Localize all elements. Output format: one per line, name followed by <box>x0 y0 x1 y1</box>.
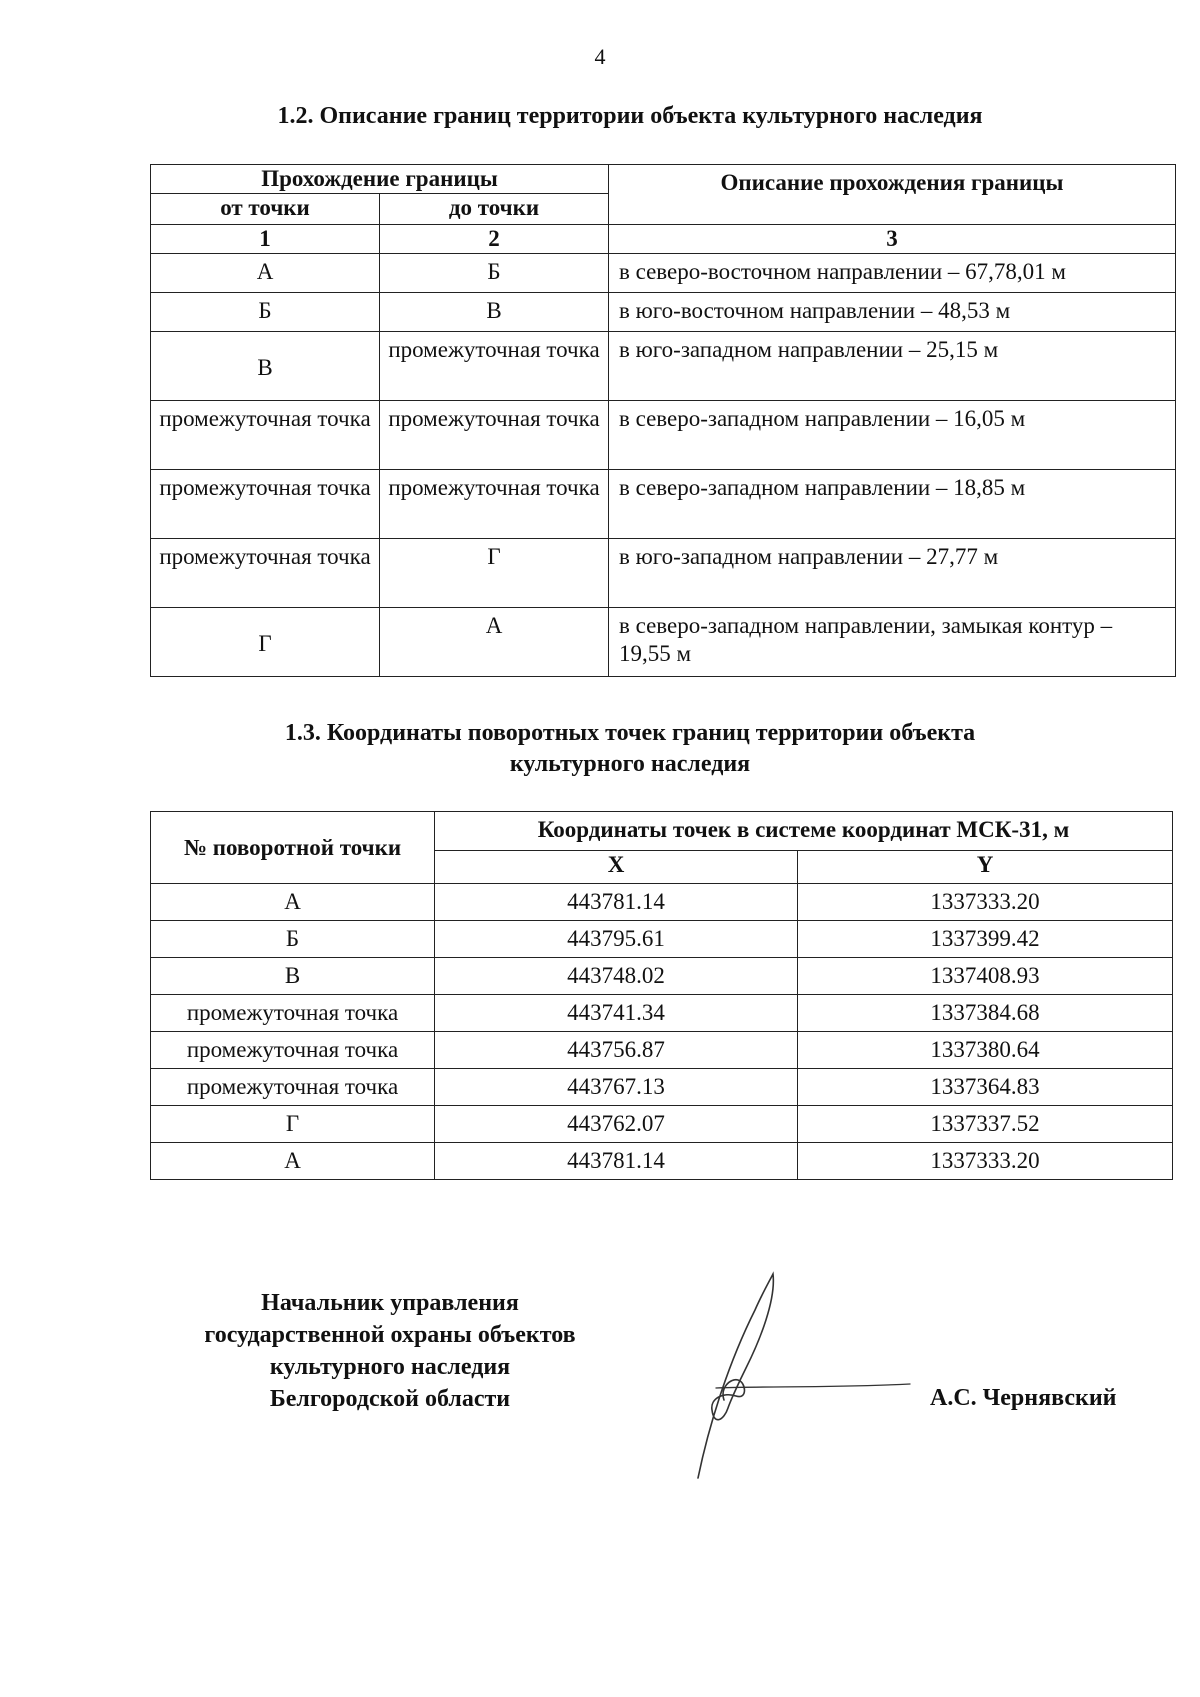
header-coords: Координаты точек в системе координат МСК-31, м <box>435 812 1173 851</box>
boundary-description: в юго-западном направлении – 25,15 м <box>609 332 1176 401</box>
header-x: X <box>435 851 798 884</box>
coord-x: 443748.02 <box>435 958 798 995</box>
table-row <box>151 608 1176 677</box>
coord-y: 1337408.93 <box>798 958 1173 995</box>
point-label: промежуточная точка <box>151 995 435 1032</box>
table-row <box>151 254 1176 293</box>
header-y: Y <box>798 851 1173 884</box>
coord-x: 443756.87 <box>435 1032 798 1069</box>
point-label: В <box>151 958 435 995</box>
section-1-3-title-line-2: культурного наследия <box>509 751 751 777</box>
signatory-title-line-1: Начальник управления <box>261 1290 519 1316</box>
table-row <box>151 401 1176 470</box>
coord-x: 443762.07 <box>435 1106 798 1143</box>
boundary-description: в северо-западном направлении – 16,05 м <box>609 401 1176 470</box>
signatory-title-line-2: государственной охраны объектов <box>204 1322 576 1348</box>
point-label: промежуточная точка <box>151 1032 435 1069</box>
header-passage: Прохождение границы <box>151 165 609 194</box>
coord-x: 443781.14 <box>435 884 798 921</box>
table-row <box>151 293 1176 332</box>
coord-y: 1337337.52 <box>798 1106 1173 1143</box>
section-1-3-title-line-1: 1.3. Координаты поворотных точек границ территории объекта <box>284 720 976 746</box>
header-to: до точки <box>380 194 609 225</box>
coord-x: 443741.34 <box>435 995 798 1032</box>
table-row <box>151 1143 1173 1180</box>
coordinates-table <box>150 811 1173 1180</box>
header-from: от точки <box>151 194 380 225</box>
point-label: А <box>151 884 435 921</box>
point-label: промежуточная точка <box>151 1069 435 1106</box>
to-point: В <box>380 293 609 332</box>
table-row <box>151 958 1173 995</box>
from-point: Г <box>151 608 380 677</box>
coord-y: 1337333.20 <box>798 884 1173 921</box>
from-point: В <box>151 332 380 401</box>
signatory-title <box>165 1287 615 1415</box>
section-1-3-title <box>30 718 1200 780</box>
boundary-description: в юго-восточном направлении – 48,53 м <box>609 293 1176 332</box>
coord-y: 1337384.68 <box>798 995 1173 1032</box>
table-row <box>151 332 1176 401</box>
header-col-1: 1 <box>151 225 380 254</box>
point-label: Б <box>151 921 435 958</box>
handwritten-signature <box>680 1270 930 1490</box>
header-point: № поворотной точки <box>151 812 435 884</box>
point-label: Г <box>151 1106 435 1143</box>
table-row <box>151 921 1173 958</box>
table-row <box>151 539 1176 608</box>
coord-x: 443781.14 <box>435 1143 798 1180</box>
coord-y: 1337364.83 <box>798 1069 1173 1106</box>
table-row <box>151 1106 1173 1143</box>
signatory-title-line-4: Белгородской области <box>269 1386 511 1412</box>
page-number: 4 <box>594 44 606 69</box>
coord-x: 443767.13 <box>435 1069 798 1106</box>
to-point: промежуточная точка <box>380 332 609 401</box>
to-point: Г <box>380 539 609 608</box>
to-point: А <box>380 608 609 677</box>
boundary-description: в северо-восточном направлении – 67,78,01 м <box>609 254 1176 293</box>
coord-x: 443795.61 <box>435 921 798 958</box>
boundary-description: в северо-западном направлении – 18,85 м <box>609 470 1176 539</box>
coord-y: 1337399.42 <box>798 921 1173 958</box>
signatory-name: А.С. Чернявский <box>930 1385 1117 1411</box>
boundary-description: в юго-западном направлении – 27,77 м <box>609 539 1176 608</box>
coord-y: 1337380.64 <box>798 1032 1173 1069</box>
table-row <box>151 1032 1173 1069</box>
signatory-title-line-3: культурного наследия <box>269 1354 511 1380</box>
section-1-2-title: 1.2. Описание границ территории объекта культурного наследия <box>277 103 983 129</box>
to-point: Б <box>380 254 609 293</box>
table-row <box>151 884 1173 921</box>
boundary-description-table <box>150 164 1176 677</box>
point-label: А <box>151 1143 435 1180</box>
table-row <box>151 470 1176 539</box>
from-point: А <box>151 254 380 293</box>
from-point: промежуточная точка <box>151 401 380 470</box>
from-point: промежуточная точка <box>151 470 380 539</box>
header-description: Описание прохождения границы <box>609 165 1176 225</box>
coord-y: 1337333.20 <box>798 1143 1173 1180</box>
from-point: промежуточная точка <box>151 539 380 608</box>
from-point: Б <box>151 293 380 332</box>
table-row <box>151 1069 1173 1106</box>
boundary-description: в северо-западном направлении, замыкая контур – 19,55 м <box>609 608 1176 677</box>
header-col-3: 3 <box>609 225 1176 254</box>
to-point: промежуточная точка <box>380 401 609 470</box>
table-row <box>151 995 1173 1032</box>
header-col-2: 2 <box>380 225 609 254</box>
to-point: промежуточная точка <box>380 470 609 539</box>
